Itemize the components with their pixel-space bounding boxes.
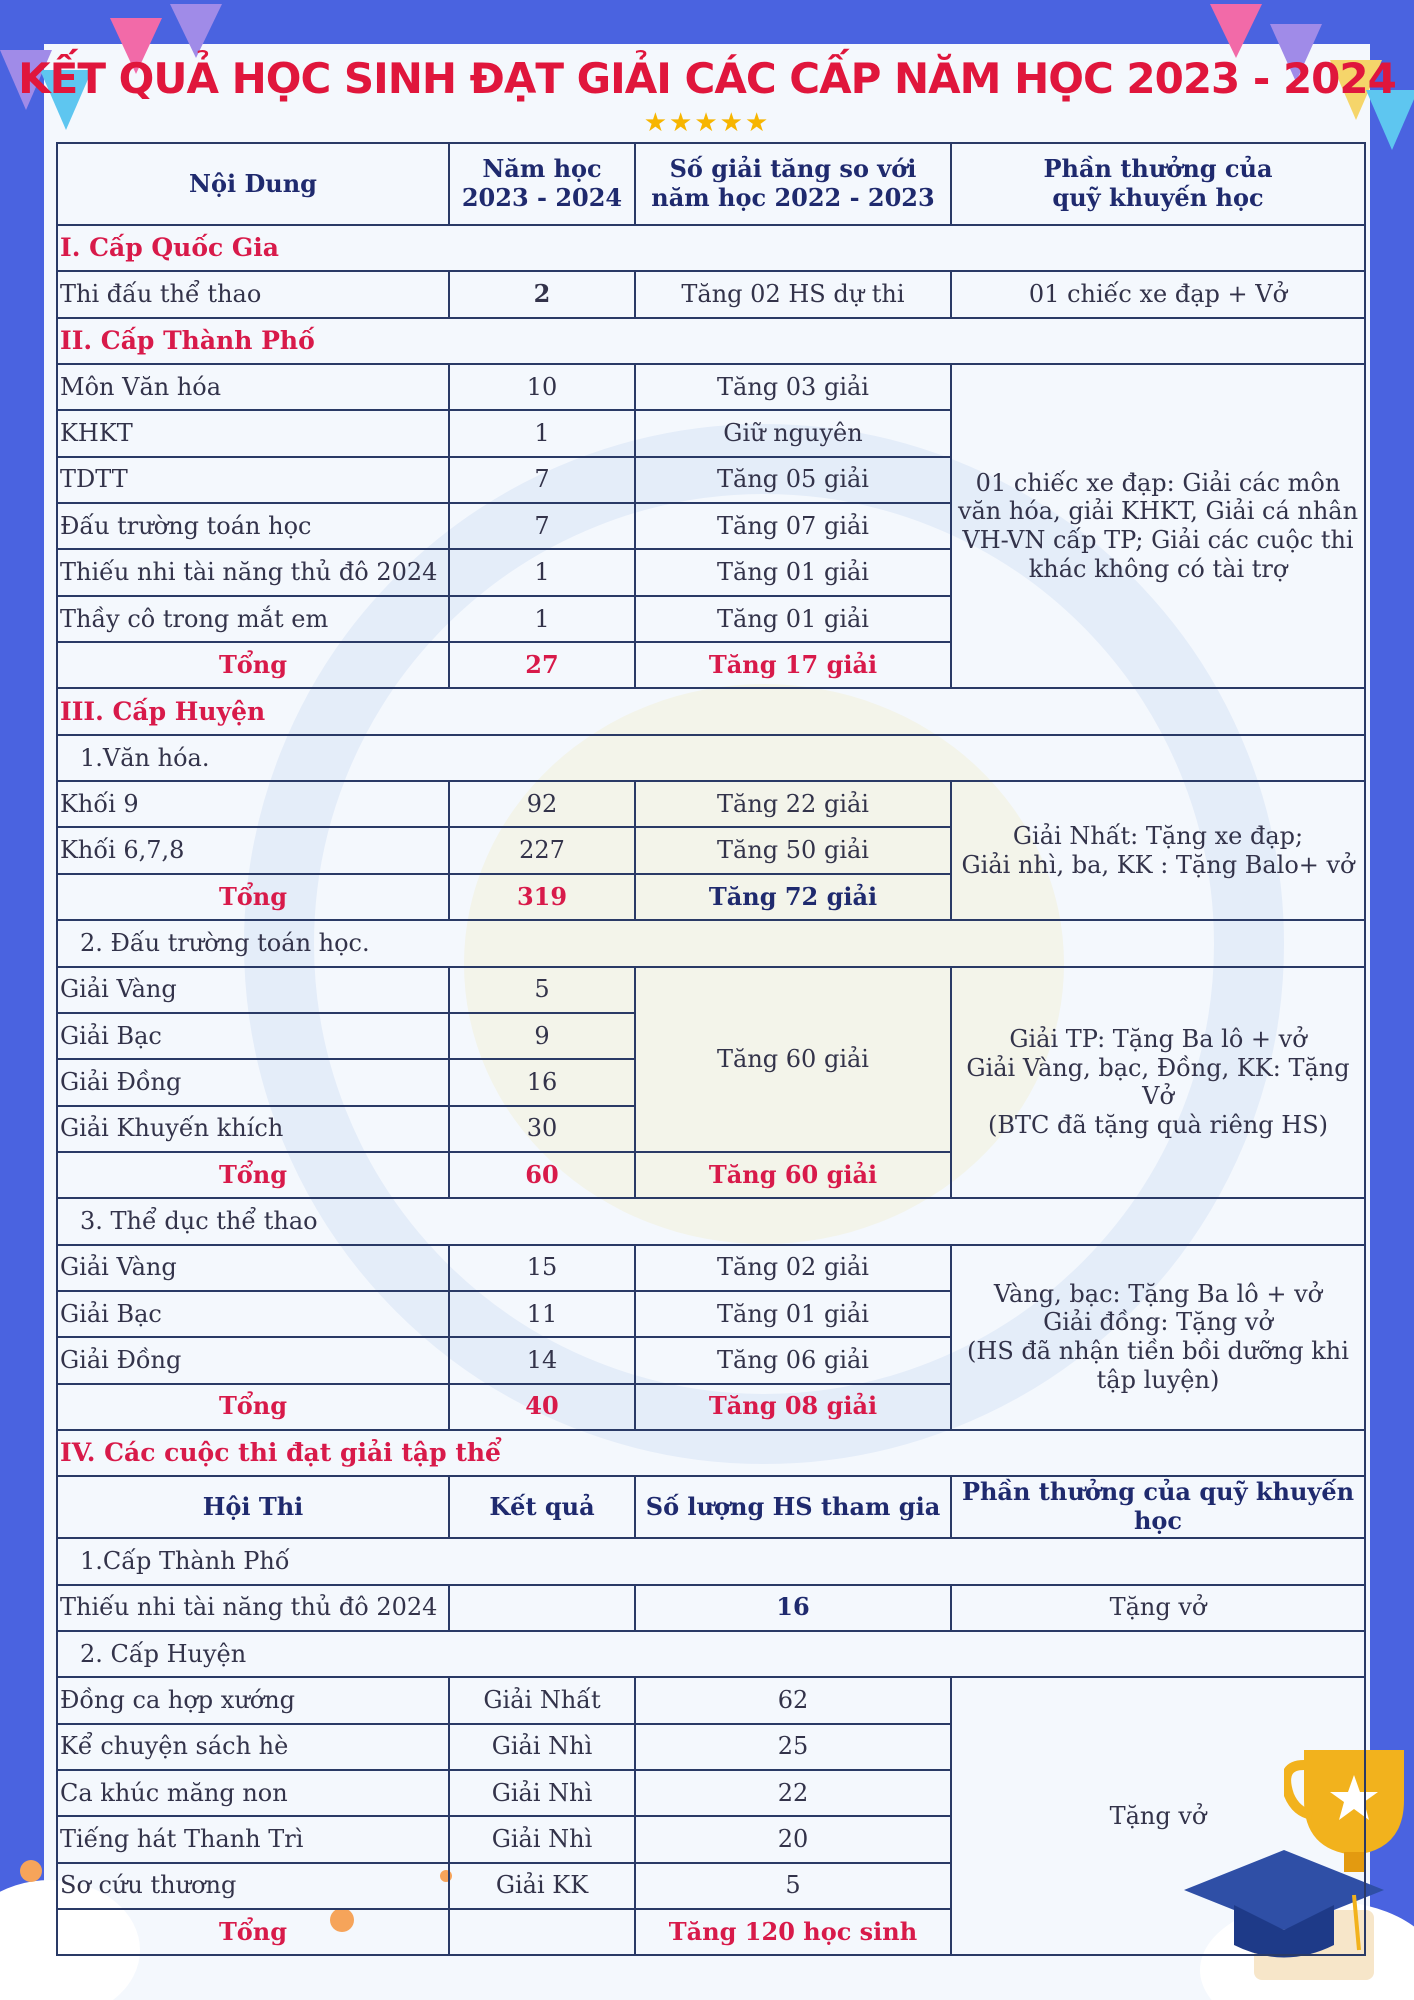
row-label: Ca khúc măng non xyxy=(57,1770,449,1816)
subsection-sports: 3. Thể dục thể thao xyxy=(57,1198,1365,1244)
row-increase: Tăng 01 giải xyxy=(635,596,951,642)
subsection-math-arena: 2. Đấu trường toán học. xyxy=(57,920,1365,966)
header-increase: Số giải tăng so với năm học 2022 - 2023 xyxy=(635,143,951,225)
row-reward: 01 chiếc xe đạp + Vở xyxy=(951,271,1365,317)
row-participants: 16 xyxy=(635,1585,951,1631)
row-label: Kể chuyện sách hè xyxy=(57,1724,449,1770)
row-increase: Tăng 01 giải xyxy=(635,549,951,595)
culture-reward: Giải Nhất: Tặng xe đạp; Giải nhì, ba, KK : Tặng Balo+ vở xyxy=(951,781,1365,920)
row-count: 10 xyxy=(449,364,635,410)
row-count: 7 xyxy=(449,503,635,549)
row-count: 11 xyxy=(449,1291,635,1337)
table-row xyxy=(57,1585,1365,1631)
subsection-district-level: 2. Cấp Huyện xyxy=(57,1631,1365,1677)
row-label: Môn Văn hóa xyxy=(57,364,449,410)
row-result xyxy=(449,1585,635,1631)
header-result: Kết quả xyxy=(449,1476,635,1538)
total-increase: Tăng 60 giải xyxy=(635,1152,951,1198)
total-label: Tổng xyxy=(57,1384,449,1430)
row-label: Giải Đồng xyxy=(57,1337,449,1383)
row-result: Giải Nhất xyxy=(449,1677,635,1723)
header-contest: Hội Thi xyxy=(57,1476,449,1538)
row-count: 14 xyxy=(449,1337,635,1383)
row-increase: Tăng 01 giải xyxy=(635,1291,951,1337)
row-label: Sơ cứu thương xyxy=(57,1863,449,1909)
total-increase: Tăng 08 giải xyxy=(635,1384,951,1430)
row-label: Tiếng hát Thanh Trì xyxy=(57,1816,449,1862)
row-count: 15 xyxy=(449,1245,635,1291)
row-label: Thầy cô trong mắt em xyxy=(57,596,449,642)
row-count: 9 xyxy=(449,1013,635,1059)
city-reward: 01 chiếc xe đạp: Giải các môn văn hóa, giải KHKT, Giải cá nhân VH-VN cấp TP; Giải các cuộc thi khác không có tài trợ xyxy=(951,364,1365,688)
row-participants: 22 xyxy=(635,1770,951,1816)
row-label: Giải Bạc xyxy=(57,1013,449,1059)
total-label: Tổng xyxy=(57,1152,449,1198)
row-label: Thi đấu thể thao xyxy=(57,271,449,317)
row-participants: 5 xyxy=(635,1863,951,1909)
row-count: 1 xyxy=(449,410,635,456)
row-count: 7 xyxy=(449,457,635,503)
row-participants: 20 xyxy=(635,1816,951,1862)
sports-reward: Vàng, bạc: Tặng Ba lô + vở Giải đồng: Tặng vở (HS đã nhận tiền bồi dưỡng khi tập luyện) xyxy=(951,1245,1365,1430)
header-participants: Số lượng HS tham gia xyxy=(635,1476,951,1538)
math-increase: Tăng 60 giải xyxy=(635,967,951,1152)
total-label: Tổng xyxy=(57,874,449,920)
district-reward: Tặng vở xyxy=(951,1677,1365,1955)
header-content: Nội Dung xyxy=(57,143,449,225)
row-count: 1 xyxy=(449,596,635,642)
row-increase: Tăng 22 giải xyxy=(635,781,951,827)
total-result xyxy=(449,1909,635,1955)
subsection-city-level: 1.Cấp Thành Phố xyxy=(57,1538,1365,1584)
total-label: Tổng xyxy=(57,642,449,688)
rating-stars: ★★★★★ xyxy=(643,108,771,138)
row-increase: Tăng 05 giải xyxy=(635,457,951,503)
row-count: 1 xyxy=(449,549,635,595)
row-reward: Tặng vở xyxy=(951,1585,1365,1631)
row-increase: Tăng 50 giải xyxy=(635,827,951,873)
total-count: 40 xyxy=(449,1384,635,1430)
total-count: 27 xyxy=(449,642,635,688)
row-label: Giải Vàng xyxy=(57,1245,449,1291)
total-label: Tổng xyxy=(57,1909,449,1955)
table-row xyxy=(57,271,1365,317)
section-title-national: I. Cấp Quốc Gia xyxy=(57,225,1365,271)
table-header xyxy=(57,143,1365,225)
row-result: Giải Nhì xyxy=(449,1816,635,1862)
row-result: Giải Nhì xyxy=(449,1724,635,1770)
row-increase: Tăng 07 giải xyxy=(635,503,951,549)
header-year: Năm học 2023 - 2024 xyxy=(449,143,635,225)
table-row xyxy=(57,1677,1365,1723)
row-label: KHKT xyxy=(57,410,449,456)
row-count: 2 xyxy=(449,271,635,317)
section-title-collective: IV. Các cuộc thi đạt giải tập thể xyxy=(57,1430,1365,1476)
subsection-culture: 1.Văn hóa. xyxy=(57,735,1365,781)
row-participants: 25 xyxy=(635,1724,951,1770)
row-increase: Tăng 06 giải xyxy=(635,1337,951,1383)
table-row xyxy=(57,364,1365,410)
row-result: Giải KK xyxy=(449,1863,635,1909)
table-row xyxy=(57,967,1365,1013)
row-label: Thiếu nhi tài năng thủ đô 2024 xyxy=(57,549,449,595)
row-label: Giải Khuyến khích xyxy=(57,1106,449,1152)
total-count: 60 xyxy=(449,1152,635,1198)
row-count: 227 xyxy=(449,827,635,873)
row-count: 92 xyxy=(449,781,635,827)
row-label: Thiếu nhi tài năng thủ đô 2024 xyxy=(57,1585,449,1631)
header-reward: Phần thưởng của quỹ khuyến học xyxy=(951,1476,1365,1538)
row-participants: 62 xyxy=(635,1677,951,1723)
header-reward: Phần thưởng của quỹ khuyến học xyxy=(951,143,1365,225)
row-label: TDTT xyxy=(57,457,449,503)
total-increase: Tăng 72 giải xyxy=(635,874,951,920)
total-increase: Tăng 17 giải xyxy=(635,642,951,688)
results-table xyxy=(56,142,1366,1956)
table-row xyxy=(57,781,1365,827)
table-row xyxy=(57,1245,1365,1291)
collective-header xyxy=(57,1476,1365,1538)
section-title-district: III. Cấp Huyện xyxy=(57,688,1365,734)
row-label: Giải Bạc xyxy=(57,1291,449,1337)
row-count: 5 xyxy=(449,967,635,1013)
row-increase: Tăng 02 giải xyxy=(635,1245,951,1291)
row-label: Đấu trường toán học xyxy=(57,503,449,549)
row-result: Giải Nhì xyxy=(449,1770,635,1816)
row-label: Khối 6,7,8 xyxy=(57,827,449,873)
row-label: Giải Đồng xyxy=(57,1059,449,1105)
total-count: 319 xyxy=(449,874,635,920)
section-title-city: II. Cấp Thành Phố xyxy=(57,318,1365,364)
row-increase: Tăng 03 giải xyxy=(635,364,951,410)
row-label: Khối 9 xyxy=(57,781,449,827)
row-count: 16 xyxy=(449,1059,635,1105)
row-label: Giải Vàng xyxy=(57,967,449,1013)
row-increase: Giữ nguyên xyxy=(635,410,951,456)
page-title: KẾT QUẢ HỌC SINH ĐẠT GIẢI CÁC CẤP NĂM HỌC 2023 - 2024 xyxy=(18,54,1396,103)
row-label: Đồng ca hợp xướng xyxy=(57,1677,449,1723)
row-count: 30 xyxy=(449,1106,635,1152)
total-participants: Tăng 120 học sinh xyxy=(635,1909,951,1955)
row-increase: Tăng 02 HS dự thi xyxy=(635,271,951,317)
math-reward: Giải TP: Tặng Ba lô + vở Giải Vàng, bạc, Đồng, KK: Tặng Vở (BTC đã tặng quà riêng HS) xyxy=(951,967,1365,1199)
